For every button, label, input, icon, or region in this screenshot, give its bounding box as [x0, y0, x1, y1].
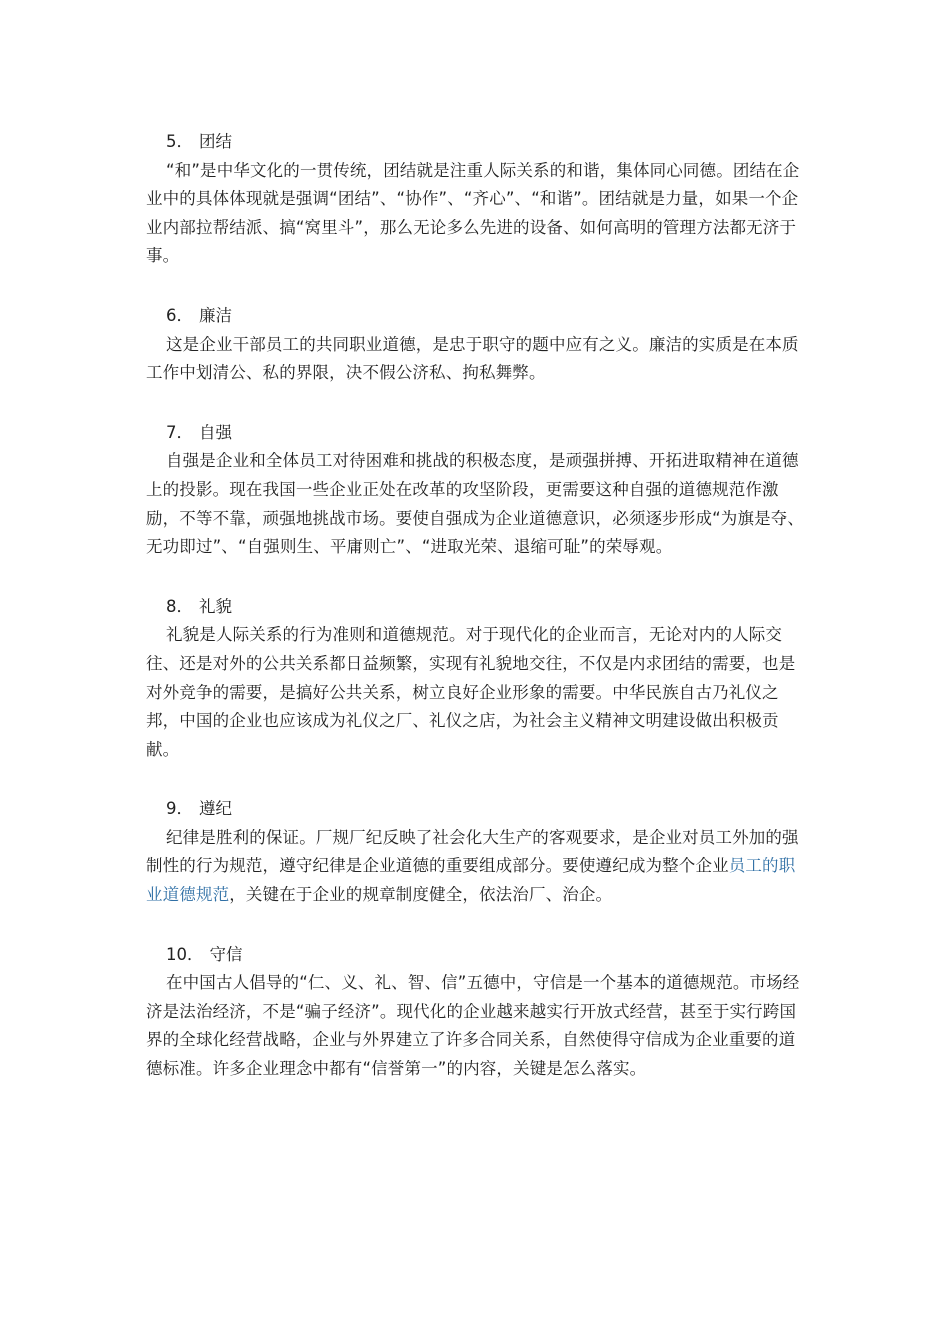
paragraph-text: 纪律是胜利的保证。厂规厂纪反映了社会化大生产的客观要求，是企业对员工外加的强制性的行为规范，遵守纪律是企业道德的重要组成部分。要使遵纪成为整个企业	[146, 827, 799, 876]
section-paragraph: “和”是中华文化的一贯传统，团结就是注重人际关系的和谐，集体同心同德。团结在企业中的具体体现就是强调“团结”、“协作”、“齐心”、“和谐”。团结就是力量，如果一个企业内部拉帮结派、搞“窝里斗”，那么无论多么先进的设备、如何高明的管理方法都无济于事。	[146, 160, 800, 266]
section-number: 6．	[166, 305, 193, 325]
document-page	[146, 128, 810, 1115]
section-unity	[146, 128, 810, 271]
section-heading	[146, 128, 810, 157]
section-number: 10．	[166, 944, 204, 964]
section-paragraph	[146, 824, 810, 910]
section-title: 廉洁	[199, 305, 232, 325]
section-number: 5．	[166, 132, 193, 151]
section-paragraph: 自强是企业和全体员工对待困难和挑战的积极态度，是顽强拼搏、开拓进取精神在道德上的投影。现在我国一些企业正处在改革的攻坚阶段，更需要这种自强的道德规范作激励，不等不靠，顽强地挑战市场。要使自强成为企业道德意识，必须逐步形成“为旗是夺、无功即过”、“自强则生、平庸则亡”、“进取光荣、退缩可耻”的荣辱观。	[146, 451, 805, 557]
section-number: 7．	[166, 422, 193, 442]
section-number: 9．	[166, 799, 193, 819]
section-number: 8．	[166, 596, 193, 616]
section-integrity	[146, 302, 810, 388]
section-paragraph: 在中国古人倡导的“仁、义、礼、智、信”五德中，守信是一个基本的道德规范。市场经济是法治经济，不是“骗子经济”。现代化的企业越来越实行开放式经营，甚至于实行跨国界的全球化经营战略，企业与外界建立了许多合同关系，自然使得守信成为企业重要的道德标准。许多企业理念中都有“信誉第一”的内容，关键是怎么落实。	[146, 973, 800, 1079]
section-title: 守信	[209, 944, 243, 964]
section-title: 自强	[199, 422, 232, 442]
paragraph-text: ，关键在于企业的规章制度健全，依法治厂、治企。	[229, 885, 613, 905]
section-trustworthiness	[146, 941, 810, 1084]
professional-ethics-link[interactable]: 员工的职业道德规范	[146, 856, 796, 905]
section-paragraph: 礼貌是人际关系的行为准则和道德规范。对于现代化的企业而言，无论对内的人际交往、还是对外的公共关系都日益频繁，实现有礼貌地交往，不仅是内求团结的需要，也是对外竞争的需要，是搞好公共关系，树立良好企业形象的需要。中华民族自古乃礼仪之邦，中国的企业也应该成为礼仪之厂、礼仪之店，为社会主义精神文明建设做出积极贡献。	[146, 625, 796, 759]
section-self-strength	[146, 419, 810, 562]
section-heading	[146, 302, 810, 331]
section-heading	[146, 941, 810, 970]
section-paragraph: 这是企业干部员工的共同职业道德，是忠于职守的题中应有之义。廉洁的实质是在本质工作中划清公、私的界限，决不假公济私、拘私舞弊。	[146, 334, 799, 383]
section-heading	[146, 593, 810, 622]
section-heading	[146, 795, 810, 824]
section-title: 团结	[199, 132, 232, 151]
section-title: 遵纪	[199, 799, 232, 819]
section-heading	[146, 419, 810, 448]
section-title: 礼貌	[199, 596, 232, 616]
section-discipline	[146, 795, 810, 909]
section-courtesy	[146, 593, 810, 765]
